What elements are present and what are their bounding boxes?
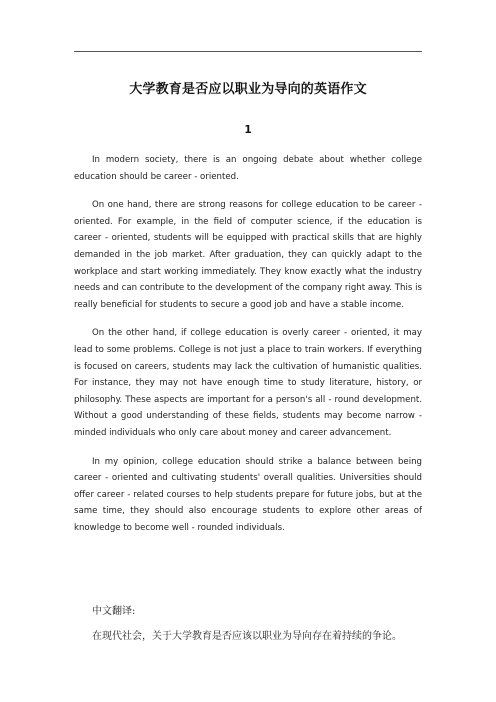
paragraph-pro: On one hand, there are strong reasons for college education to be career - oriented. For example, in the field of computer science, if the education is career - oriented, students will be equipped with practical skills that are highly demanded in the job market. After graduation, they can quickly adapt to the workplace and start working immediately. They know exactly what the industry needs and can contribute to the development of the company right away. This is really beneficial for students to secure a good job and have a stable income.: [74, 200, 422, 310]
essay-body: [74, 152, 422, 548]
translation-heading: 中文翻译:: [92, 606, 136, 617]
document-title: 大学教育是否应以职业为导向的英语作文: [129, 82, 367, 97]
paragraph-opinion: In my opinion, college education should strike a balance between being career - oriented and cultivating students' overall qualities. Universities should offer career - related courses to help students prepare for future jobs, but at the same time, they should also encourage students to explore other areas of knowledge to become well - rounded individuals.: [74, 456, 422, 533]
translation-first-line: 在现代社会，关于大学教育是否应该以职业为导向存在着持续的争论。: [92, 631, 402, 642]
section-number: 1: [244, 124, 252, 136]
paragraph-con: On the other hand, if college education is overly career - oriented, it may lead to some problems. College is not just a place to train workers. If everything is focused on careers, students may lack the cultivation of humanistic qualities. For instance, they may not have enough time to study literature, history, or philosophy. These aspects are important for a person's all - round development. Without a good understanding of these fields, students may become narrow - minded individuals who only care about money and career advancement.: [74, 328, 422, 438]
header-divider: [74, 51, 422, 52]
paragraph-intro: In modern society, there is an ongoing debate about whether college education should be career - oriented.: [74, 155, 422, 182]
